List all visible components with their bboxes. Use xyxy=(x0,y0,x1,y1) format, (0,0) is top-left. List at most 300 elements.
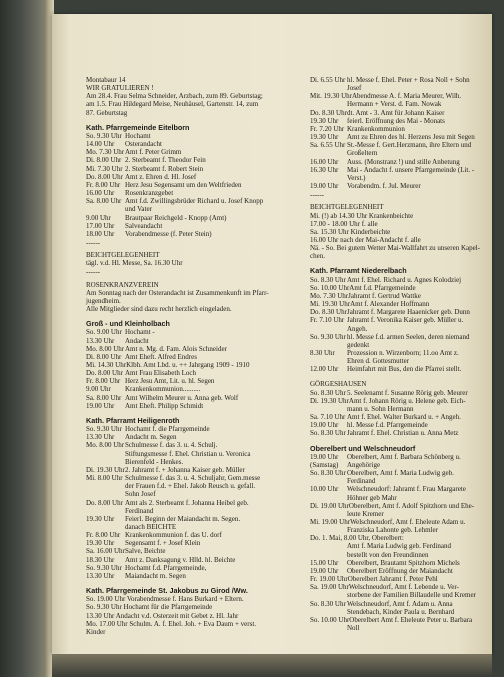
schedule-text: Andacht m. Segen xyxy=(125,433,177,442)
schedule-row xyxy=(310,389,486,397)
schedule-text: Krankenkommunion xyxy=(347,124,405,133)
schedule-text: leute Kremer xyxy=(347,509,384,518)
spacer xyxy=(86,410,300,413)
schedule-text: Amt Wilhelm Meurer u. Anna geb. Wolf xyxy=(125,393,239,402)
schedule-time: 19.00 Uhr xyxy=(310,182,339,191)
schedule-time xyxy=(310,591,347,599)
schedule-row xyxy=(310,502,486,510)
schedule-time: So. 8.30 Uhr xyxy=(310,388,346,397)
schedule-time: So. 9.30 Uhr xyxy=(86,563,122,572)
schedule-row xyxy=(86,345,300,353)
schedule-row xyxy=(310,477,486,485)
schedule-time xyxy=(310,341,347,349)
schedule-time: Fr. 7.10 Uhr xyxy=(310,316,345,325)
schedule-text: 5. Seelenamt f. Susanne Rörig geb. Meurer xyxy=(347,388,468,397)
schedule-text: St.-Messe f. Gert.Herzmann, ihre Eltern und xyxy=(347,141,472,150)
schedule-time: Mit. 19.30 Uhr xyxy=(310,92,352,101)
schedule-time: 19.30 Uhr xyxy=(310,116,339,125)
schedule-time xyxy=(310,624,347,632)
schedule-text: Ferdinand xyxy=(347,477,376,486)
schedule-text: Stiftungsmesse f. Ehel. Christian u. Veronica xyxy=(125,449,251,458)
schedule-text: Amt zu Ehren des hl. Herzens Jesu mit Segen xyxy=(347,133,475,142)
schedule-time xyxy=(310,608,347,616)
schedule-text: Amt f. Alexander Hoffmann xyxy=(350,300,430,309)
schedule-text: und Vater xyxy=(125,205,152,214)
page-bottom-shadow xyxy=(52,654,492,677)
schedule-text: Klbh. Amt Lbd. u. ++ Jahrgang 1909 - 1910 xyxy=(126,361,250,369)
schedule-time: Sa. 7.10 Uhr xyxy=(310,413,346,422)
schedule-time: 19.00 Uhr xyxy=(310,452,339,461)
schedule-row xyxy=(86,377,300,385)
schedule-text: Welschneudorf: Jahramt f. Frau Margarete xyxy=(347,485,466,494)
schedule-text: Amt Frau Elisabeth Loch xyxy=(125,369,196,378)
schedule-time xyxy=(310,100,347,108)
schedule-time: Do. 8.00 Uhr xyxy=(86,172,123,181)
schedule-time xyxy=(86,450,125,458)
schedule-time xyxy=(310,325,347,333)
schedule-row xyxy=(310,174,486,182)
schedule-time: So. 8.30 Uhr xyxy=(310,429,346,438)
section-heading: Kath. Pfarrgemeinde St. Jakobus zu Girod /Ww. xyxy=(86,586,248,596)
schedule-row xyxy=(86,230,300,238)
schedule-text: 2. Sterbeamt f. Theodor Fein xyxy=(125,156,206,165)
schedule-row xyxy=(310,149,486,157)
schedule-row xyxy=(310,551,486,559)
schedule-row xyxy=(86,165,300,173)
schedule-row xyxy=(86,482,300,490)
schedule-row xyxy=(310,125,486,133)
schedule-time: 17.00 Uhr xyxy=(86,221,115,230)
schedule-text: Großeltern xyxy=(347,149,378,158)
schedule-row xyxy=(86,531,300,539)
schedule-row xyxy=(310,92,486,100)
schedule-text: Amt n. Mg. d. Fam. Alois Schneider xyxy=(125,344,227,353)
schedule-row xyxy=(86,523,300,531)
section-heading: Oberelbert und Welschneudorf xyxy=(310,443,416,453)
text-line: 13.30 Uhr Andacht v.d. Osterzeit mit Gebet z. Hl. Jahr xyxy=(86,611,239,620)
schedule-text: Oberelbert, Amt f. Maria Ludwig geb. xyxy=(347,469,454,478)
schedule-time xyxy=(86,458,125,466)
schedule-row xyxy=(86,515,300,523)
schedule-text: Jahramt f. Veronika Kaiser geb. Müller u. xyxy=(347,316,464,325)
schedule-text: Hermann + Verst. d. Fam. Nowak xyxy=(347,100,442,109)
schedule-row xyxy=(310,421,486,429)
schedule-time: 16.00 Uhr xyxy=(310,157,339,166)
schedule-text: Heimfahrt mit Bus, den die Pfarrei stellt. xyxy=(347,365,462,374)
schedule-row xyxy=(310,365,486,373)
schedule-row xyxy=(310,84,486,92)
schedule-row xyxy=(86,181,300,189)
schedule-row xyxy=(310,575,486,583)
schedule-time xyxy=(310,551,347,559)
schedule-text: Stendebach, Kinder Paula u. Bernhard xyxy=(347,607,455,616)
schedule-text: hl. Messe f.d. armen Seelen, deren niemand xyxy=(347,332,470,341)
section-heading: Kath. Pfarrgemeinde Eitelborn xyxy=(86,122,190,132)
book-page xyxy=(52,14,492,654)
text-line: tägl. v.d. Hl. Messe, Sa. 16.30 Uhr xyxy=(86,259,183,268)
schedule-time: Di. 19.30 Uhr xyxy=(86,465,125,474)
schedule-time: So. 9.30 Uhr xyxy=(310,332,346,341)
schedule-time: (Samstag) xyxy=(310,460,339,469)
schedule-time: 16.00 Uhr xyxy=(86,189,115,198)
schedule-time: Di. 8.00 Uhr xyxy=(86,156,122,165)
schedule-time: Do. 8.00 Uhr xyxy=(86,498,123,507)
schedule-text: Maiandacht m. Segen xyxy=(125,571,186,580)
schedule-row xyxy=(86,474,300,482)
schedule-row xyxy=(86,214,300,222)
schedule-row xyxy=(86,450,300,458)
schedule-time: Mi. 7.30 Uhr xyxy=(86,164,123,173)
schedule-row xyxy=(310,76,486,84)
schedule-time: Fr. 8.00 Uhr xyxy=(86,531,121,540)
text-line: WIR GRATULIEREN ! xyxy=(86,84,154,93)
schedule-row xyxy=(86,499,300,507)
schedule-row xyxy=(310,559,486,567)
schedule-time: So. 9.30 Uhr xyxy=(86,131,122,140)
schedule-row xyxy=(310,494,486,502)
schedule-time: So. 9.30 Uhr xyxy=(86,425,122,434)
schedule-row xyxy=(310,591,486,599)
schedule-text: dt. Amt - 3. Amt für Johann Kaiser xyxy=(347,108,445,117)
text-line: am 1.5. Frau Hildegard Meise, Neuhäusel, Gartenstr. 14, zum xyxy=(86,100,259,109)
section-heading: Kath. Pfarramt Niederelbach xyxy=(310,266,407,276)
schedule-time xyxy=(86,523,125,531)
schedule-row xyxy=(310,453,486,461)
text-line: Mo. 17.00 Uhr Schulm. A. f. Ehel. Joh. + Eva Daum + verst. xyxy=(86,619,257,628)
schedule-text: Schulmesse f. das 3. u. 4. Schuljahr, Gem.messe xyxy=(125,474,261,483)
book-spine xyxy=(0,0,48,677)
schedule-row xyxy=(310,308,486,316)
schedule-row xyxy=(310,526,486,534)
subsection-heading: BEICHTGELEGENHEIT xyxy=(310,203,384,212)
schedule-text: Angehörige xyxy=(347,460,381,469)
schedule-row xyxy=(86,361,300,369)
schedule-text: 2. Sterbeamt f. Robert Stein xyxy=(125,164,204,173)
schedule-time: Fr. 7.20 Uhr xyxy=(310,124,345,133)
schedule-time: 15.00 Uhr xyxy=(310,558,339,567)
schedule-time xyxy=(310,494,347,502)
text-line: 17.00 - 18.00 Uhr f. alle xyxy=(310,219,378,228)
schedule-text: Vorabendmesse (f. Peter Stein) xyxy=(125,229,212,238)
text-line: Am 28.4. Frau Selma Schneider, Arzbach, zum 89. Geburtstag; xyxy=(86,92,263,101)
text-line: Am Sonntag nach der Osterandacht ist Zusammenkunft im Pfarr- xyxy=(86,288,269,297)
schedule-row xyxy=(310,624,486,632)
schedule-text: Amt f. Ehel. Richard u. Agnes Kolodziej xyxy=(347,275,462,284)
schedule-time: 18.30 Uhr xyxy=(86,555,115,564)
schedule-text: Oberelbert, Amt f. Adolf Spitzhorn und Ehe- xyxy=(348,501,475,510)
schedule-text: Amt f. Johann Rörig u. Helene geb. Eich- xyxy=(348,396,466,405)
schedule-time: 19.30 Uhr xyxy=(310,133,339,142)
schedule-row xyxy=(86,173,300,181)
schedule-row xyxy=(310,276,486,284)
schedule-text: Krankenkommunion f. das U. dorf xyxy=(125,531,222,540)
schedule-row xyxy=(310,608,486,616)
schedule-text: Angeh. xyxy=(347,324,368,333)
schedule-time: Di. 19.00 Uhr xyxy=(310,501,349,510)
schedule-text: Amt z. Ehren d. Hl. Josef xyxy=(125,172,197,181)
schedule-time: 19.30 Uhr xyxy=(86,539,115,548)
schedule-text: Krankenkommunion.......... xyxy=(125,385,201,394)
schedule-text: Hochamt f. die Pfarrgemeinde xyxy=(125,425,210,434)
schedule-row xyxy=(310,182,486,190)
schedule-row xyxy=(86,402,300,410)
right-column xyxy=(310,76,486,632)
schedule-time: 12.00 Uhr xyxy=(310,365,339,374)
schedule-row xyxy=(86,466,300,474)
schedule-time: Di. 6.55 Uhr xyxy=(310,76,346,84)
schedule-text: Höhner geb Mahr xyxy=(347,493,397,502)
schedule-row xyxy=(86,189,300,197)
schedule-row xyxy=(310,333,486,341)
schedule-row xyxy=(86,205,300,213)
schedule-text: Andacht xyxy=(125,336,149,345)
schedule-row xyxy=(86,433,300,441)
schedule-time xyxy=(310,84,347,92)
schedule-time: So. 10.00 Uhr xyxy=(310,615,350,624)
schedule-time: Mi. 19.30 Uhr xyxy=(310,300,351,309)
schedule-row xyxy=(86,394,300,402)
schedule-text: feierl. Eröffnung des Mai - Monats xyxy=(347,116,445,125)
schedule-time: 8.30 Uhr xyxy=(310,349,335,357)
schedule-text: Ehren d. Gottesmutter xyxy=(347,357,410,366)
schedule-text: Amt Eheft. Philipp Schmidt xyxy=(125,401,204,410)
schedule-row xyxy=(310,133,486,141)
section-heading: Groß - und Kleinholbach xyxy=(86,319,170,329)
text-line: Alle Mitglieder sind dazu recht herzlich eingeladen. xyxy=(86,305,232,314)
schedule-text: Hochamt xyxy=(125,131,151,140)
schedule-row xyxy=(86,564,300,572)
schedule-time: So. 8.30 Uhr xyxy=(310,469,346,478)
schedule-time xyxy=(86,490,125,498)
schedule-time xyxy=(86,507,125,515)
left-column xyxy=(86,76,300,636)
schedule-time: 16.30 Uhr xyxy=(310,165,339,174)
schedule-row xyxy=(310,158,486,166)
schedule-row xyxy=(86,222,300,230)
schedule-row xyxy=(310,510,486,518)
schedule-row xyxy=(86,547,300,555)
separator: ------ xyxy=(86,268,100,277)
schedule-row xyxy=(86,156,300,164)
schedule-row xyxy=(310,461,486,469)
schedule-text: hl. Messe f.d. Pfarrgemeinde xyxy=(347,421,428,430)
schedule-row xyxy=(86,328,300,336)
schedule-time: Mo. 8.00 Uhr xyxy=(86,441,125,450)
schedule-time: So. 8.30 Uhr xyxy=(310,275,346,284)
schedule-row xyxy=(310,583,486,591)
schedule-row xyxy=(86,337,300,345)
text-line: 16.00 Uhr nach der Mai-Andacht f. alle xyxy=(310,235,421,244)
subsection-heading: ROSENKRANZVEREIN xyxy=(86,280,159,289)
schedule-time: 13.30 Uhr xyxy=(86,336,115,345)
schedule-time: Mo. 8.00 Uhr xyxy=(86,344,125,353)
schedule-time xyxy=(86,205,125,213)
schedule-time: Fr. 8.00 Uhr xyxy=(86,377,121,386)
schedule-text: Auss. (Monstranz !) und stille Anbetung xyxy=(347,157,460,166)
schedule-row xyxy=(310,100,486,108)
schedule-time: Di. 8.00 Uhr xyxy=(86,352,122,361)
schedule-text: Vorabendm. f. Jul. Meurer xyxy=(347,182,421,191)
schedule-time: 10.00 Uhr xyxy=(310,485,339,494)
schedule-row xyxy=(86,458,300,466)
spacer xyxy=(86,313,300,316)
schedule-text: Salveandacht xyxy=(125,221,163,230)
schedule-text: Oberelbert Eröffnung der Maiandacht xyxy=(347,566,453,575)
schedule-row xyxy=(310,405,486,413)
schedule-text: Amt als 2. Sterbeamt f. Johanna Heibel geb. xyxy=(125,498,249,507)
schedule-time: 9.00 Uhr xyxy=(86,385,111,394)
schedule-row xyxy=(310,469,486,477)
text-line: Do. 1. Mai, 8.00 Uhr, Oberelbert: xyxy=(310,534,404,543)
schedule-time: Do. 8.00 Uhr xyxy=(86,369,123,378)
spacer xyxy=(310,438,486,441)
schedule-time xyxy=(310,477,347,485)
text-line: chen. xyxy=(310,252,325,261)
section-heading: Kath. Pfarramt Heiligenroth xyxy=(86,415,180,425)
schedule-time: 19.00 Uhr xyxy=(310,421,339,430)
schedule-time: Sa. 16.00 Uhr xyxy=(86,547,125,556)
schedule-text: Verst.) xyxy=(347,173,366,182)
schedule-text: 2. Jahramt f. + Johanna Kaiser geb. Müller xyxy=(125,465,245,474)
text-line: So. 19.00 Uhr Vorabendmesse f. Hans Burkard + Eltern. xyxy=(86,595,244,604)
schedule-time xyxy=(310,405,347,413)
schedule-text: Salve, Beichte xyxy=(125,547,166,556)
subsection-heading: GÖRGESHAUSEN xyxy=(310,380,367,389)
schedule-text: Schulmesse f. das 3. u. 4. Schulj. xyxy=(125,441,218,450)
schedule-text: Oberelbert, Brautamt Spitzhorn Michels xyxy=(347,558,460,567)
schedule-time: 18.00 Uhr xyxy=(86,229,115,238)
schedule-row xyxy=(310,357,486,365)
schedule-text: mann u. Sohn Hermann xyxy=(347,404,414,413)
schedule-text: Hochamt - xyxy=(125,328,155,337)
text-line: Mi. (!) ab 14.30 Uhr Krankenbeichte xyxy=(310,211,414,220)
schedule-text: Josef xyxy=(347,84,362,93)
schedule-time: So. 8.30 Uhr xyxy=(310,599,346,608)
spacer xyxy=(86,117,300,120)
schedule-text: Brautpaar Reichgeld - Knopp (Amt) xyxy=(125,213,227,222)
schedule-row xyxy=(86,556,300,564)
schedule-text: bestellt von den Freundinnen xyxy=(347,550,429,559)
schedule-text: Jahramt f. Gertrud Wattke xyxy=(348,291,421,300)
schedule-text: hl. Messe f. Ehel. Peter + Rosa Noll + Sohn xyxy=(347,76,470,84)
schedule-row xyxy=(86,140,300,148)
schedule-text: Oberelbert Jahramt f. Peter Pehl xyxy=(347,575,438,584)
schedule-text: Welschneudorf, Amt f. Eheleute Adam u. xyxy=(350,517,466,526)
schedule-row xyxy=(310,600,486,608)
schedule-time xyxy=(310,510,347,518)
schedule-time: Mi. 14.30 Uhr xyxy=(86,361,127,369)
schedule-text: danach BEICHTE xyxy=(125,522,177,531)
schedule-text: Abendmesse A. f. Maria Meurer, Wilh. xyxy=(352,92,462,101)
spacer xyxy=(86,580,300,583)
schedule-text: der Frauen f.d. + Ehel. Jakob Reusch u. gefall. xyxy=(125,482,256,491)
schedule-time: Fr. 8.00 Uhr xyxy=(86,180,121,189)
schedule-text: Rosenkranzgebet xyxy=(125,189,174,198)
schedule-row xyxy=(86,425,300,433)
text-line: Kinder xyxy=(86,627,106,636)
schedule-time: Sa. 19.00 Uhr xyxy=(310,583,349,592)
schedule-time: Mo. 7.30 Uhr xyxy=(310,291,349,300)
schedule-text: Mai - Andacht f. unsere Pfarrgemeinde (Lit. - xyxy=(347,165,475,174)
schedule-text: Oberelbert, Amt f. Barbara Schönberg u. xyxy=(347,452,461,461)
schedule-row xyxy=(86,572,300,580)
schedule-time: Sa. 8.00 Uhr xyxy=(86,197,122,206)
schedule-row xyxy=(310,341,486,349)
schedule-text: Amt Eheft. Alfred Endres xyxy=(125,352,197,361)
schedule-text: Amt f.d. Zwillingsbrüder Richard u. Josef Knopp xyxy=(125,197,264,206)
schedule-row xyxy=(310,300,486,308)
schedule-time: Sa. 6.55 Uhr xyxy=(310,141,346,150)
schedule-time: 13.30 Uhr xyxy=(86,571,115,580)
separator: ------ xyxy=(86,238,100,247)
schedule-time: Di. 19.30 Uhr xyxy=(310,396,349,405)
schedule-text: Welschneudorf, Amt f. Lebende u. Ver- xyxy=(348,583,459,592)
schedule-row xyxy=(310,109,486,117)
schedule-row xyxy=(310,542,486,550)
schedule-row xyxy=(86,507,300,515)
schedule-row xyxy=(310,485,486,493)
schedule-time: So. 10.00 Uhr xyxy=(310,283,350,292)
schedule-text: Noll xyxy=(347,624,360,632)
schedule-row xyxy=(310,616,486,624)
text-line: So. 9.30 Uhr Hochamt für die Pfarrgemeinde xyxy=(86,603,213,612)
schedule-text: Hochamt f.d. Pfarrgemeinde, xyxy=(125,563,207,572)
schedule-text: storbene der Familien Billaudelle und Kremer xyxy=(347,591,476,600)
schedule-time: 19.00 Uhr xyxy=(86,401,115,410)
schedule-text: Osterandacht xyxy=(125,140,162,149)
schedule-time xyxy=(310,542,347,550)
schedule-text: Bierenfeld - Henkes. xyxy=(125,457,184,466)
schedule-row xyxy=(310,316,486,324)
text-line: 87. Geburtstag xyxy=(86,108,128,117)
schedule-text: Oberelbert Amt f. Eheleute Peter u. Barbara xyxy=(349,615,473,624)
schedule-time xyxy=(310,149,347,157)
schedule-row xyxy=(310,284,486,292)
text-line: Sa. 15.30 Uhr Kinderbeichte xyxy=(310,227,391,236)
schedule-text: Sohn Josef xyxy=(125,490,156,499)
schedule-time: Mo. 7.30 Uhr xyxy=(86,148,125,157)
schedule-row xyxy=(310,325,486,333)
schedule-text: Amt f. Ehel. Walter Burkard u. + Angeh. xyxy=(347,413,461,422)
subsection-heading: BEICHTGELEGENHEIT xyxy=(86,251,160,260)
schedule-time: 19.00 Uhr xyxy=(310,566,339,575)
schedule-time: 9.00 Uhr xyxy=(86,213,111,222)
schedule-time: Fr. 19.00 Uhr xyxy=(310,575,348,584)
schedule-row xyxy=(310,292,486,300)
schedule-row xyxy=(86,490,300,498)
schedule-row xyxy=(86,539,300,547)
schedule-text: Amt f. Maria Ludwig geb. Ferdinand xyxy=(347,542,452,551)
schedule-text: Prozession n. Wirzenborn; 11.oo Amt z. xyxy=(347,349,459,357)
schedule-row xyxy=(310,166,486,174)
schedule-row xyxy=(310,141,486,149)
schedule-time: Do. 8.30 Uhr xyxy=(310,308,347,317)
schedule-row xyxy=(310,413,486,421)
schedule-row xyxy=(310,567,486,575)
schedule-text: Feierl. Beginn der Maiandacht m. Segen. xyxy=(125,514,241,523)
schedule-text: Herz Jesu Segensamt um den Weltfrieden xyxy=(125,180,242,189)
schedule-time: Mi. 8.00 Uhr xyxy=(86,474,123,483)
schedule-time: 13.30 Uhr xyxy=(86,433,115,442)
schedule-time: Sa. 8.00 Uhr xyxy=(86,393,122,402)
schedule-row xyxy=(310,117,486,125)
schedule-time: So. 9.00 Uhr xyxy=(86,328,122,337)
schedule-text: Herz Jesu Amt, Lit. u. hl. Segen xyxy=(125,377,215,386)
schedule-text: Segensamt f. + Josef Klein xyxy=(125,539,201,548)
schedule-row xyxy=(310,349,486,357)
schedule-row xyxy=(86,369,300,377)
text-line: Nä. - So. Bei gutem Wetter Mai-Wallfahrt zu unseren Kapel- xyxy=(310,244,480,253)
